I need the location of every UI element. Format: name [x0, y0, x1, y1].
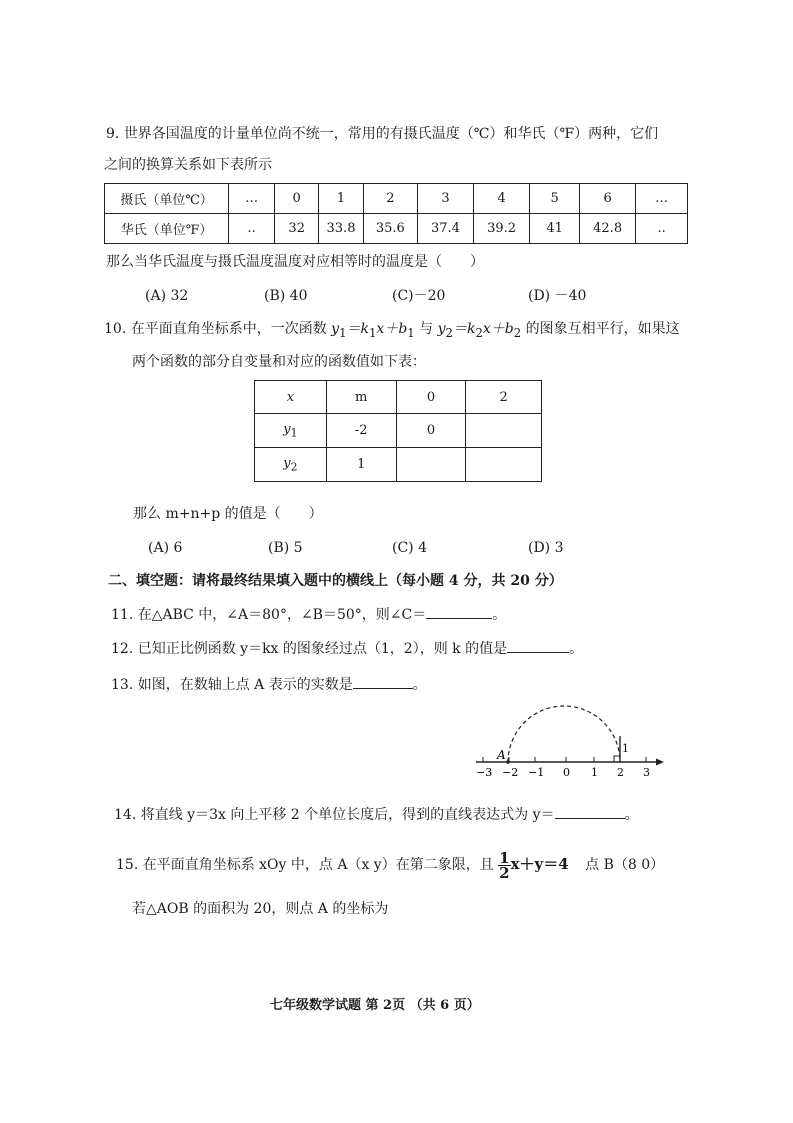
table-cell: 3: [417, 184, 473, 214]
q9-fahrenheit-row: [105, 214, 688, 244]
q10-header-row: [255, 381, 542, 414]
table-cell: 1: [326, 448, 396, 482]
subscript: 2: [290, 460, 298, 474]
q14-text: 14. 将直线 y＝3x 向上平移 2 个单位长度后，得到的直线表达式为 y＝: [114, 807, 555, 823]
tick-label: 2: [617, 766, 624, 779]
math-x-b1: x＋b: [376, 321, 408, 337]
subscript: 1: [407, 325, 415, 340]
q13-end: 。: [412, 677, 427, 693]
table-cell: 2: [466, 381, 542, 414]
math-k2: ＝k: [452, 321, 476, 337]
table-cell: 6: [580, 184, 636, 214]
fraction-numerator: 1: [499, 848, 510, 867]
point-a-dot: [506, 760, 510, 764]
q9-stem-line2: 之间的换算关系如下表所示: [104, 157, 272, 173]
table-cell: 0: [396, 381, 466, 414]
q10-question: 那么 m+n+p 的值是（ ）: [133, 506, 323, 522]
subscript: 2: [445, 325, 453, 340]
dashed-arc: [508, 706, 620, 762]
tick-label: 1: [591, 766, 598, 779]
tick-label: 3: [643, 766, 650, 779]
table-cell: 摄氏（单位℃）: [105, 184, 229, 214]
q10-option-c: (C) 4: [392, 540, 427, 556]
q10-y2-row: [255, 448, 542, 482]
table-cell: 42.8: [580, 214, 636, 244]
q10-stem-a: 在平面直角坐标系中，一次函数: [130, 321, 332, 337]
height-label: 1: [622, 742, 629, 755]
point-a-label: A: [497, 748, 506, 762]
q10-option-d: (D) 3: [528, 540, 564, 556]
q12-end: 。: [569, 641, 584, 657]
q10-stem-b: 的图象互相平行，如果这: [521, 321, 680, 337]
q14-end: 。: [624, 807, 639, 823]
table-cell: [466, 414, 542, 448]
section-heading: 二、填空题：请将最终结果填入题中的横线上（每小题 4 分，共 20 分）: [108, 573, 563, 589]
q9-option-c: (C)－20: [392, 288, 446, 304]
q9-option-a: (A) 32: [145, 288, 189, 304]
table-cell: 1: [319, 184, 364, 214]
q9-question: 那么当华氏温度与摄氏温度温度对应相等时的温度是（ ）: [106, 254, 484, 270]
q9-option-d: (D) －40: [528, 288, 587, 304]
q15-text: 15. 在平面直角坐标系 xOy 中，点 A（x y）在第二象限，且: [116, 857, 494, 873]
table-cell: 2: [363, 184, 417, 214]
table-cell: ..: [636, 214, 688, 244]
math-y1: y: [331, 321, 340, 337]
q14: [114, 804, 639, 824]
subscript: 2: [475, 325, 483, 340]
table-cell: 37.4: [417, 214, 473, 244]
axis-arrow-icon: [656, 759, 664, 766]
table-cell: 0: [396, 414, 466, 448]
q10-connector: 与: [414, 321, 438, 337]
q10-option-b: (B) 5: [268, 540, 303, 556]
q13: [111, 674, 427, 694]
q12-text: 12. 已知正比例函数 y＝kx 的图象经过点（1，2），则 k 的值是: [111, 641, 508, 657]
table-cell: 33.8: [319, 214, 364, 244]
table-cell: [396, 448, 466, 482]
q9-option-b: (B) 40: [264, 288, 308, 304]
answer-blank[interactable]: [426, 604, 492, 619]
table-cell: ..: [229, 214, 275, 244]
q15-equation: x＋y＝4: [510, 855, 569, 873]
q11-end: 。: [492, 607, 507, 623]
q11: [111, 604, 506, 624]
q9-stem-line1: 9. 世界各国温度的计量单位尚不统一，常用的有摄氏温度（℃）和华氏（℉）两种，它们: [106, 126, 659, 142]
subscript: 1: [339, 325, 347, 340]
table-cell: 0: [275, 184, 319, 214]
table-cell: 32: [275, 214, 319, 244]
table-cell: [466, 448, 542, 482]
table-cell: -2: [326, 414, 396, 448]
q13-text: 13. 如图，在数轴上点 A 表示的实数是: [111, 677, 353, 693]
table-cell: x: [286, 389, 295, 405]
q15-line2: 若△AOB 的面积为 20，则点 A 的坐标为: [132, 901, 389, 917]
q10-stem-line2: 两个函数的部分自变量和对应的函数值如下表：: [132, 354, 426, 370]
answer-blank[interactable]: [555, 804, 625, 819]
table-cell: 41: [530, 214, 580, 244]
tick-label: −2: [502, 766, 519, 779]
q15-line1: [116, 850, 664, 880]
answer-blank[interactable]: [507, 638, 569, 653]
q15-point-b: 点 B（8 0）: [585, 857, 665, 873]
q9-celsius-row: [105, 184, 688, 214]
q12: [111, 638, 583, 658]
table-cell: …: [229, 184, 275, 214]
q10-option-a: (A) 6: [148, 540, 183, 556]
answer-blank[interactable]: [353, 674, 413, 689]
fraction-one-half: [498, 848, 510, 882]
q10-stem-line1: [104, 320, 680, 342]
table-cell: m: [326, 381, 396, 414]
q10-function-table: [254, 380, 542, 482]
tick-label: −1: [528, 766, 545, 779]
table-cell: y: [283, 455, 291, 471]
math-y2: y: [437, 321, 446, 337]
math-x-b2: x＋b: [482, 321, 514, 337]
table-cell: 5: [530, 184, 580, 214]
q10-number: 10.: [104, 321, 127, 337]
q9-conversion-table: [104, 183, 688, 244]
table-cell: 4: [474, 184, 530, 214]
tick-label: −3: [476, 766, 493, 779]
subscript: 1: [290, 426, 298, 440]
table-cell: 华氏（单位℉）: [105, 214, 229, 244]
table-cell: …: [636, 184, 688, 214]
q10-y1-row: [255, 414, 542, 448]
page-footer: 七年级数学试题 第 2页 （共 6 页）: [270, 998, 480, 1013]
fraction-denominator: 2: [499, 863, 510, 882]
tick-label: 0: [563, 766, 570, 779]
table-cell: y: [283, 421, 291, 437]
subscript: 2: [513, 325, 522, 340]
q11-text: 11. 在△ABC 中，∠A＝80°，∠B＝50°，则∠C＝: [111, 607, 427, 623]
math-k1: ＝k: [346, 321, 369, 337]
table-cell: 39.2: [474, 214, 530, 244]
subscript: 1: [369, 325, 377, 340]
right-angle-mark: [614, 756, 620, 762]
number-line-figure: [470, 700, 670, 782]
table-cell: 35.6: [363, 214, 417, 244]
